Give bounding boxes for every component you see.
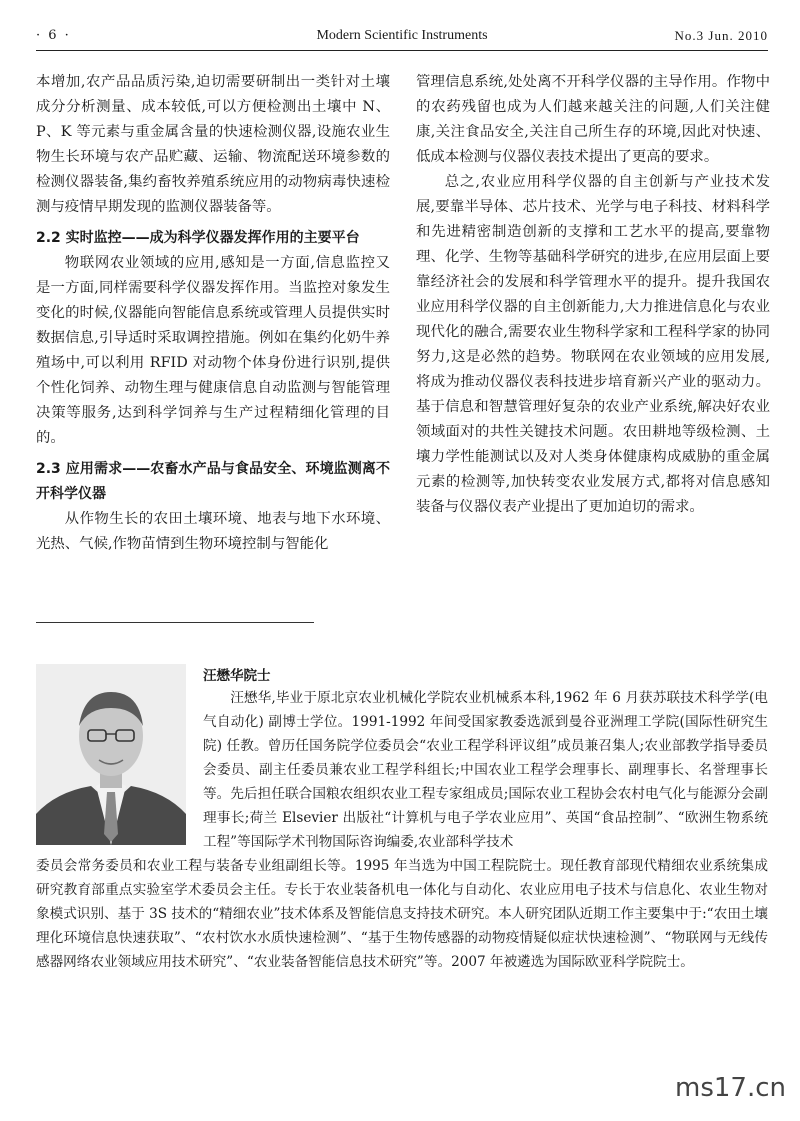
section-heading-2-3: 2.3 应用需求——农畜水产品与食品安全、环境监测离不开科学仪器 [36,461,390,502]
watermark: ms17.cn [675,1073,786,1103]
paragraph: 物联网农业领域的应用,感知是一方面,信息监控又是一方面,同样需要科学仪器发挥作用。当监控对象发生变化的时候,仪器能向智能信息系统或管理人员提供实时数据信息,引导适时采取调控措施。例如在集约化奶牛养殖场中,可以利用 RFID 对动物个体身份进行识别,提供个性化饲养、动物生理与健康信息自动监测与智能管理决策等服务,达到科学饲养与生产过程精细化管理的目的。 [36,255,390,446]
right-column [416,70,770,520]
issue-info: No.3 Jun. 2010 [674,28,768,43]
page-number: · 6 · [36,28,71,43]
journal-name: Modern Scientific Instruments [316,28,488,43]
author-photo [36,664,186,845]
paragraph: 管理信息系统,处处离不开科学仪器的主导作用。作物中的农药残留也成为人们越来越关注的问题,人们关注健康,关注食品安全,关注自己所生存的环境,因此对快速、低成本检测与仪器仪表技术提出了更高的要求。 [416,74,770,165]
paragraph: 本增加,农产品品质污染,迫切需要研制出一类针对土壤成分分析测量、成本较低,可以方便检测出土壤中 N、P、K 等元素与重金属含量的快速检测仪器,设施农业生物生长环境与农产品贮藏、运输、物流配送环境参数的检测仪器装备,集约畜牧养殖系统应用的动物病毒快速检测与疫情早期发现的监测仪器装备等。 [36,74,390,215]
header-rule [36,50,768,51]
paragraph: 总之,农业应用科学仪器的自主创新与产业技术发展,要靠半导体、芯片技术、光学与电子科技、材料科学和先进精密制造创新的支撑和工艺水平的提高,要靠物理、化学、生物等基础科学研究的进步,在应用层面上要靠经济社会的发展和科学管理水平的提升。提升我国农业应用科学仪器的自主创新能力,大力推进信息化与农业现代化的融合,需要农业生物科学家和工程科学家的协同努力,这是必然的趋势。物联网在农业领域的应用发展,将成为推动仪器仪表科技进步培育新兴产业的驱动力。基于信息和智慧管理好复杂的农业产业系统,解决好农业领域面对的共性关键技术问题。农田耕地等级检测、土壤力学性能测试以及对人类身体健康构成威胁的重金属元素的检测等,加快转变农业发展方式,都将对信息感知装备与仪器仪表产业提出了更加迫切的需求。 [416,174,770,515]
bio-paragraph: 委员会常务委员和农业工程与装备专业组副组长等。1995 年当选为中国工程院院士。现任教育部现代精细农业系统集成研究教育部重点实验室学术委员会主任。专长于农业装备机电一体化与自动化、农业应用电子技术与信息化、农业生物对象模式识别、基于 3S 技术的“精细农业”技术体系及智能信息支持技术研究。本人研究团队近期工作主要集中于:“农田土壤理化环境信息快速获取”、“农村饮水水质快速检测”、“基于生物传感器的动物疫情疑似症状快速检测”、“物联网与无线传感器网络农业领域应用技术研究”、“农业装备智能信息技术研究”等。2007 年被遴选为国际欧亚科学院院士。 [36,858,768,970]
paragraph: 从作物生长的农田土壤环境、地表与地下水环境、光热、气候,作物苗情到生物环境控制与智能化 [36,511,390,552]
bio-text-lower [36,854,768,974]
footnote-rule [36,622,314,623]
bio-paragraph: 汪懋华,毕业于原北京农业机械化学院农业机械系本科,1962 年 6 月获苏联技术科学学(电气自动化) 副博士学位。1991-1992 年间受国家教委选派到曼谷亚洲理工学院(国际性研究生院) 任教。曾历任国务院学位委员会“农业工程学科评议组”成员兼召集人;农业部教学指导委员会委员、副主任委员兼农业工程学科组长;中国农业工程学会理事长、副理事长、名誉理事长等。先后担任联合国粮农组织农业工程专家组成员;国际农业工程协会农村电气化与能源分会副理事长;荷兰 Elsevier 出版社“计算机与电子学农业应用”、英国“食品控制”、“欧洲生物系统工程”等国际学术刊物国际咨询编委,农业部科学技术 [203,690,768,850]
left-column [36,70,390,557]
running-header [36,22,768,48]
portrait-image [36,664,186,845]
section-heading-2-2: 2.2 实时监控——成为科学仪器发挥作用的主要平台 [36,230,360,246]
bio-name: 汪懋华院士 [203,668,271,684]
bio-text-upper [203,686,768,854]
